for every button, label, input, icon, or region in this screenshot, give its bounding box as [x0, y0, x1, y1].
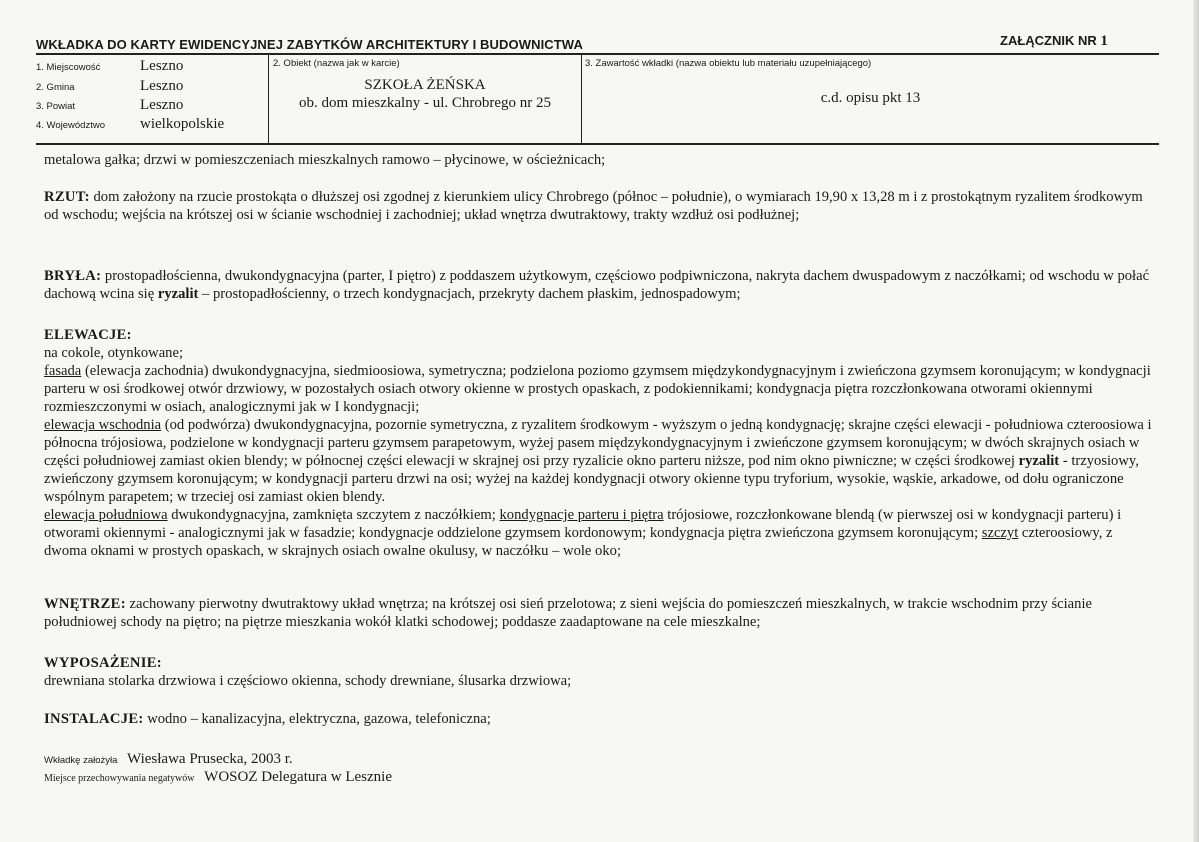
wschodnia-paragraph — [44, 416, 1154, 506]
form-title: WKŁADKA DO KARTY EWIDENCYJNEJ ZABYTKÓW ARCHITEKTURY I BUDOWNICTWA — [36, 37, 583, 52]
section-bryla — [44, 267, 1154, 303]
underlined-term: elewacja południowa — [44, 507, 168, 523]
header-bottom-rule — [36, 143, 1159, 145]
section-text: – prostopadłościenny, o trzech kondygnacjach, przekryty dachem płaskim, jednospadowym; — [202, 286, 741, 302]
section-heading: WYPOSAŻENIE: — [44, 655, 162, 671]
underlined-term: elewacja wschodnia — [44, 417, 162, 433]
contents-value: c.d. opisu pkt 13 — [820, 90, 921, 106]
field-value: wielkopolskie — [140, 116, 225, 132]
section-text: czteroosiowy, z dwoma oknami w prostych opaskach, w skrajnych osiach owalne okulusy, w naczółku – wole oko; — [44, 525, 1113, 559]
scan-edge — [1193, 0, 1199, 842]
object-name: SZKOŁA ŻEŃSKA — [364, 77, 486, 93]
footer-value: WOSOZ Delegatura w Lesznie — [204, 769, 393, 785]
section-heading: WNĘTRZE: — [44, 596, 126, 612]
field-value: Leszno — [140, 78, 184, 94]
section-heading: ELEWACJE: — [44, 327, 132, 343]
section-text: drewniana stolarka drzwiowa i częściowo okienna, schody drewniane, ślusarka drzwiowa; — [44, 673, 572, 689]
section-text: trójosiowe, rozczłonkowane blendą (w pierwszej osi w kondygnacji parteru) i otworami okiennymi - analogicznymi jak w fasadzie; kondygnacje oddzielone gzymsem kordonowym; kondygnacja piętra zwieńczona gzymsem koronującym; — [44, 507, 1122, 541]
underlined-term: fasada — [44, 363, 82, 379]
annex-label-text: ZAŁĄCZNIK NR — [1000, 33, 1097, 48]
section-instalacje — [44, 710, 1154, 728]
section-text: prostopadłościenna, dwukondygnacyjna (parter, I piętro) z poddaszem użytkowym, częściowo podpiwniczona, nakryta dachem dwuspadowym z naczółkami; od wschodu w połać dachową wcina się — [44, 268, 1150, 302]
section-text-bold: ryzalit — [1018, 453, 1060, 469]
section-wyposazenie — [44, 654, 1154, 690]
section-wnetrze — [44, 595, 1154, 631]
field-label: 3. Powiat — [36, 101, 76, 112]
section-text: (elewacja zachodnia) dwukondygnacyjna, siedmioosiowa, symetryczna; podzielona poziomo gzymsem międzykondygnacyjnym i zwieńczona gzymsem koronującym; w kondygnacji parteru w osi środkowej otwór drzwiowy, w pozostałych osiach otwory okienne w prostych opaskach, z podokiennikami; kondygnacja piętra rozczłonkowana otworami okiennymi rozmieszczonymi w osiach, analogicznymi jak w I kondygnacji; — [44, 363, 1151, 415]
poludniowa-paragraph — [44, 506, 1154, 560]
fasada-paragraph — [44, 362, 1154, 416]
underlined-term: szczyt — [981, 525, 1019, 541]
section-text: wodno – kanalizacyjna, elektryczna, gazowa, telefoniczna; — [147, 711, 491, 727]
section-heading: BRYŁA: — [44, 268, 102, 284]
section-text: (od podwórza) dwukondygnacyjna, pozornie symetryczna, z ryzalitem środkowym - wyższym o jedną kondygnację; skrajne części elewacji - południowa czteroosiowa i północna trójosiowa, podzielone w kondygnacji parteru gzymsem parapetowym, wyżej pasem międzykondygnacyjnym i zwieńczone gzymsem koronującym; w dwóch skrajnych osiach w części południowej zamiast okien blendy; w północnej części elewacji w skrajnej osi przy ryzalicie okno parteru niższe, pod nim okno piwniczne; w części środkowej — [44, 417, 1152, 469]
object-address: ob. dom mieszkalny - ul. Chrobrego nr 25 — [298, 95, 552, 111]
section-heading: RZUT: — [44, 189, 90, 205]
object-label: 2. Obiekt (nazwa jak w karcie) — [273, 58, 400, 69]
section-text-bold: ryzalit — [157, 286, 199, 302]
section-heading: INSTALACJE: — [44, 711, 144, 727]
footer-value: Wiesława Prusecka, 2003 r. — [127, 751, 293, 767]
footer-label: Wkładkę założyła — [44, 755, 118, 766]
intro-line: metalowa gałka; drzwi w pomieszczeniach mieszkalnych ramowo – płycinowe, w ościeżnicach; — [44, 152, 606, 168]
field-value: Leszno — [140, 58, 184, 74]
annex-label — [1000, 33, 1108, 50]
section-text: na cokole, otynkowane; — [44, 345, 184, 361]
section-text: zachowany pierwotny dwutraktowy układ wnętrza; na krótszej osi sień przelotowa; z sieni wejścia do pomieszczeń mieszkalnych, w trakcie wschodnim przy ścianie południowej schody na piętro; na piętrze mieszkania wokół klatki schodowej; poddasze zaadaptowane na cele mieszkalne; — [44, 596, 1092, 630]
section-text: - trzyosiowy, zwieńczony gzymsem koronującym; w kondygnacji parteru drzwi na osi; wyżej na każdej kondygnacji otwory okienne typu tryforium, wysokie, wąskie, arkadowe, od dołu ograniczone wspólnym parapetem; w trzeciej osi zamiast okien blendy. — [44, 453, 1139, 505]
footer-storage — [44, 768, 1154, 788]
footer-author — [44, 750, 1154, 770]
field-label: 1. Miejscowość — [36, 62, 101, 73]
annex-number: 1 — [1100, 33, 1108, 49]
section-text: dwukondygnacyjna, zamknięta szczytem z naczółkiem; — [171, 507, 496, 523]
field-label: 2. Gmina — [36, 82, 75, 93]
underlined-term: kondygnacje parteru i piętra — [499, 507, 664, 523]
field-value: Leszno — [140, 97, 184, 113]
section-elewacje — [44, 326, 1154, 560]
section-text: dom założony na rzucie prostokąta o dłuższej osi zgodnej z kierunkiem ulicy Chrobrego (północ – południe), o wymiarach 19,90 x 13,28 m i z prostokątnym ryzalitem środkowym od wschodu; wejścia na krótszej osi w ścianie wschodniej i zachodniej; układ wnętrza dwutraktowy, trakty wzdłuż osi podłużnej; — [44, 189, 1143, 223]
column-divider-1 — [268, 55, 269, 143]
field-label: 4. Województwo — [36, 120, 105, 131]
footer-label: Miejsce przechowywania negatywów — [44, 773, 195, 784]
section-rzut — [44, 188, 1154, 224]
contents-label: 3. Zawartość wkładki (nazwa obiektu lub materiału uzupełniającego) — [585, 58, 872, 69]
header-rule — [36, 53, 1159, 55]
